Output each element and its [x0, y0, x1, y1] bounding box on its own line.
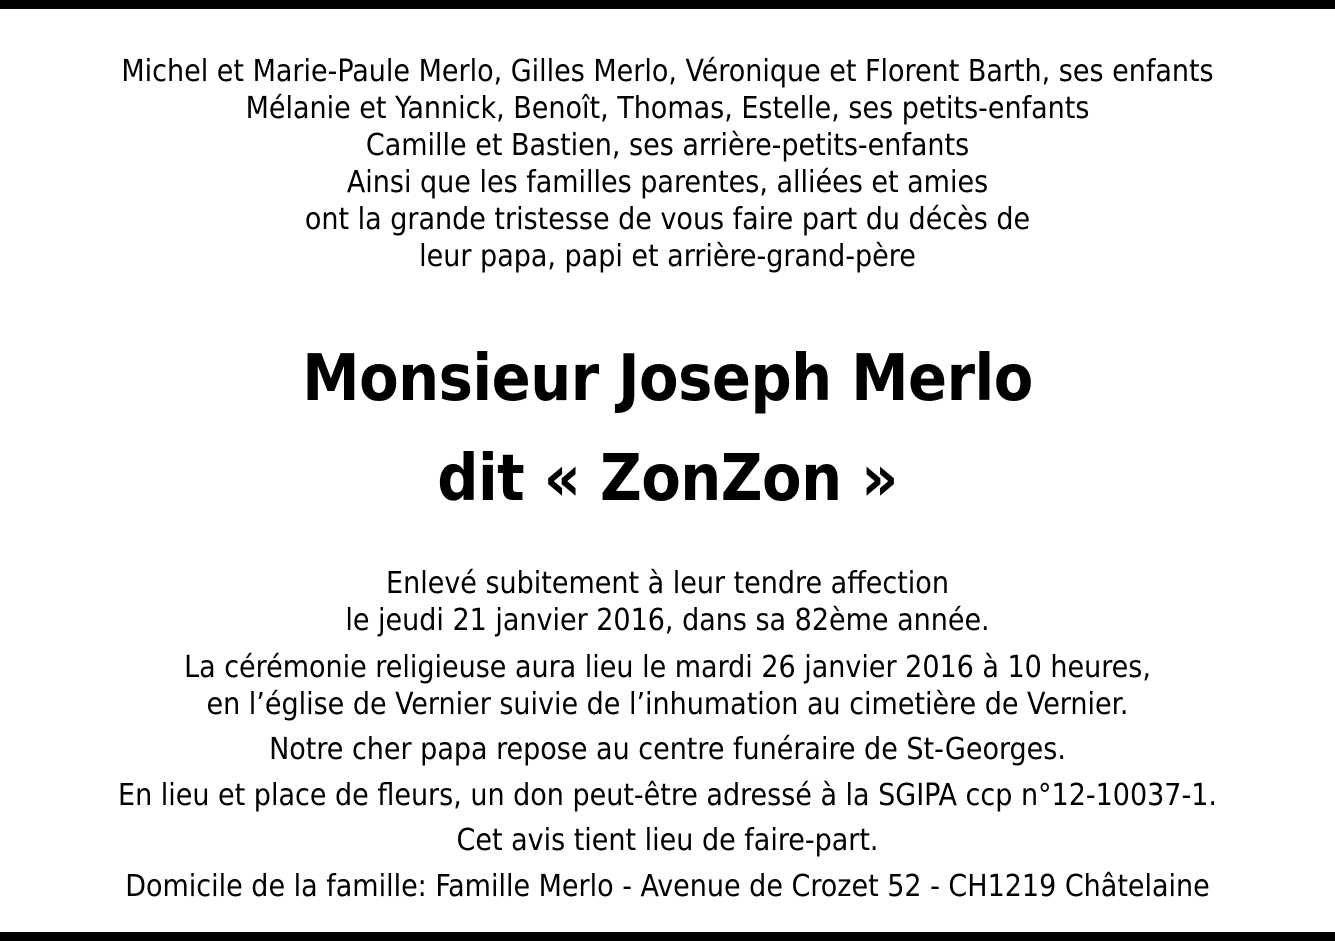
details-line: le jeudi 21 janvier 2016, dans sa 82ème année.	[345, 603, 990, 638]
family-intro-line: Ainsi que les familles parentes, alliées et amies	[346, 165, 989, 200]
details-line: En lieu et place de fleurs, un don peut-être adressé à la SGIPA ccp n°12-10037-1.	[118, 778, 1217, 813]
top-border-rule	[0, 0, 1335, 9]
details-line: Cet avis tient lieu de faire-part.	[456, 823, 879, 858]
family-intro-line: Michel et Marie-Paule Merlo, Gilles Merlo, Véronique et Florent Barth, ses enfants	[121, 54, 1214, 89]
deceased-name: Monsieur Joseph Merlo	[302, 342, 1033, 416]
details-line: Domicile de la famille: Famille Merlo - Avenue de Crozet 52 - CH1219 Châtelaine	[125, 869, 1210, 904]
bottom-border-rule	[0, 932, 1335, 941]
family-intro-line: Camille et Bastien, ses arrière-petits-enfants	[365, 128, 970, 163]
details-line: en l’église de Vernier suivie de l’inhumation au cimetière de Vernier.	[206, 687, 1129, 722]
family-intro-line: Mélanie et Yannick, Benoît, Thomas, Estelle, ses petits-enfants	[245, 91, 1090, 126]
deceased-nickname: dit « ZonZon »	[437, 442, 898, 516]
details-line: Notre cher papa repose au centre funéraire de St-Georges.	[269, 732, 1066, 767]
family-intro-line: leur papa, papi et arrière-grand-père	[419, 239, 916, 274]
family-intro-line: ont la grande tristesse de vous faire part du décès de	[304, 202, 1031, 237]
details-line: Enlevé subitement à leur tendre affection	[386, 566, 949, 601]
details-line: La cérémonie religieuse aura lieu le mardi 26 janvier 2016 à 10 heures,	[184, 650, 1151, 685]
